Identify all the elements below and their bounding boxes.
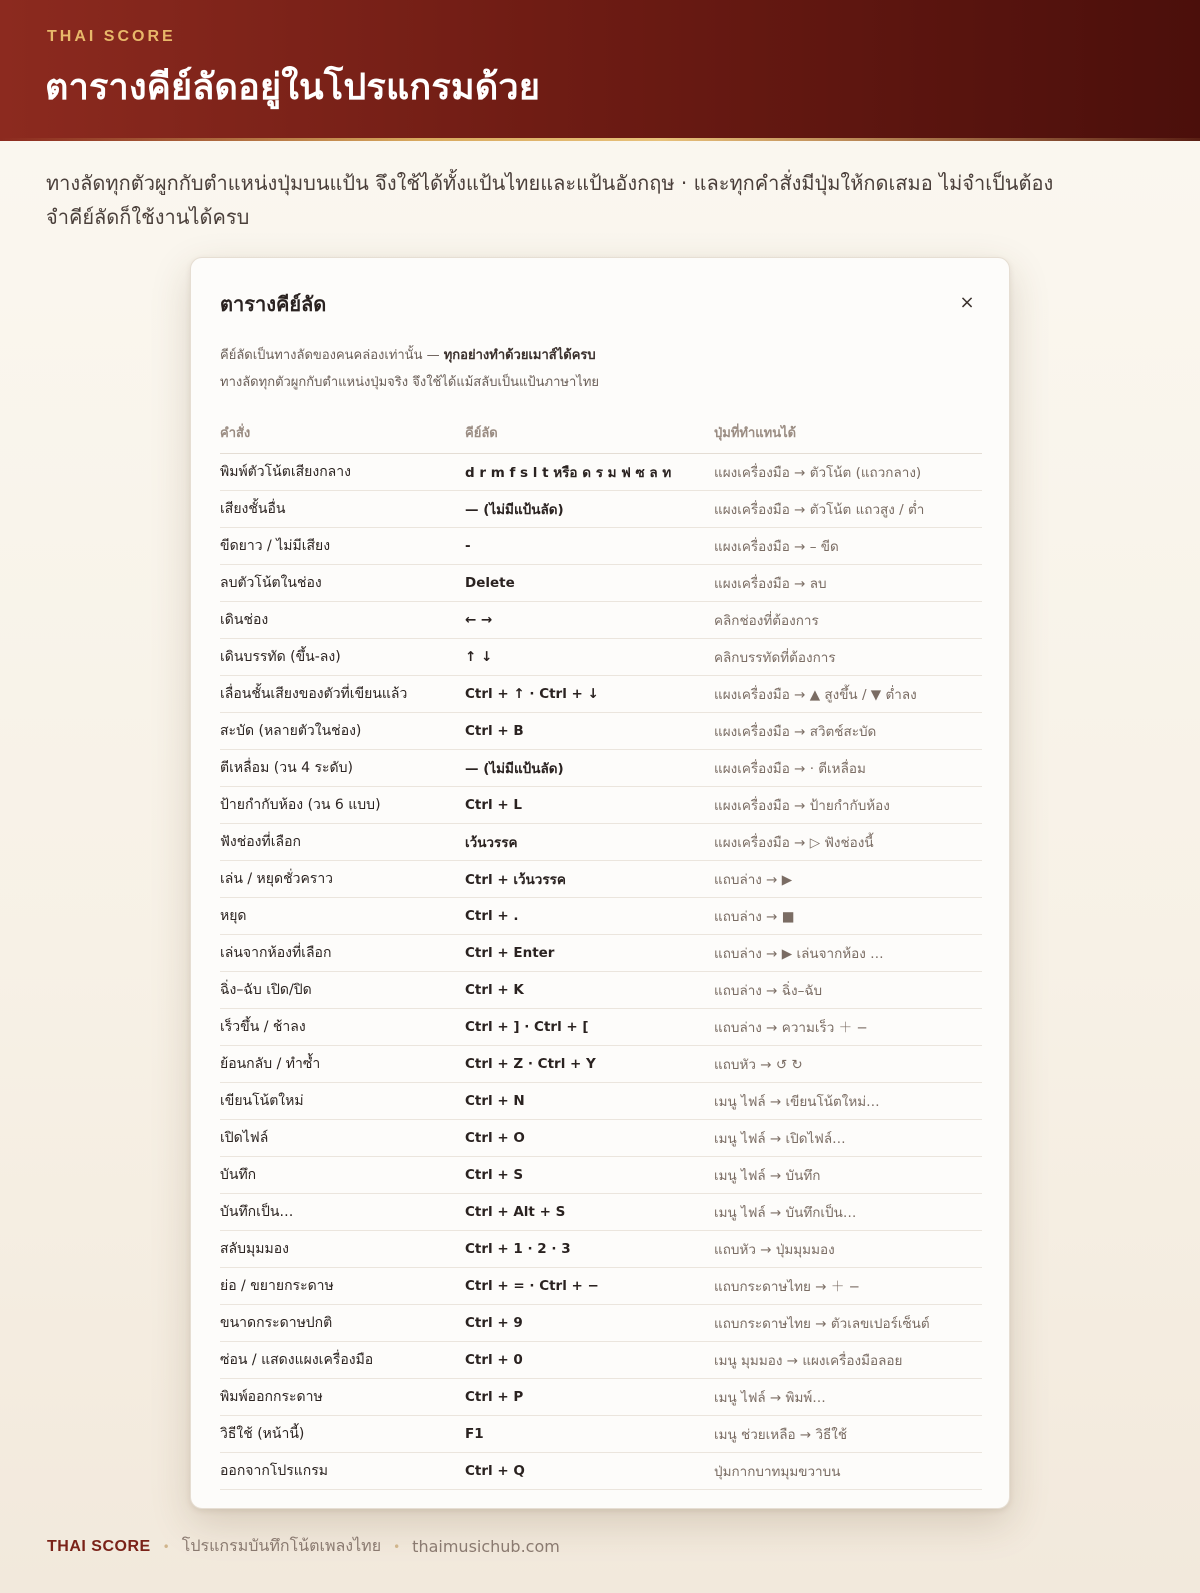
shortcut-cell: Ctrl + Q — [465, 1452, 714, 1489]
command-cell: ฟังช่องที่เลือก — [220, 823, 465, 860]
shortcut-cell: เว้นวรรค — [465, 823, 714, 860]
shortcut-table — [220, 413, 982, 1490]
alternative-cell: แถบล่าง → ▶ เล่นจากห้อง … — [714, 934, 982, 971]
table-row — [220, 1193, 982, 1230]
shortcut-cell: Ctrl + เว้นวรรค — [465, 860, 714, 897]
command-cell: เร็วขึ้น / ช้าลง — [220, 1008, 465, 1045]
alternative-cell: แผงเครื่องมือ → สวิตช์สะบัด — [714, 712, 982, 749]
shortcut-cell: ← → — [465, 601, 714, 638]
table-row — [220, 1378, 982, 1415]
table-row — [220, 1045, 982, 1082]
command-cell: ย่อ / ขยายกระดาษ — [220, 1267, 465, 1304]
page-footer — [47, 1534, 560, 1559]
shortcut-cell: Ctrl + Alt + S — [465, 1193, 714, 1230]
dialog-note — [220, 342, 980, 396]
note-line-1 — [220, 342, 980, 369]
table-row — [220, 1415, 982, 1452]
note-line-1-prefix: คีย์ลัดเป็นทางลัดของคนคล่องเท่านั้น — — [220, 348, 444, 363]
command-cell: ขนาดกระดาษปกติ — [220, 1304, 465, 1341]
shortcut-cell: — (ไม่มีแป้นลัด) — [465, 490, 714, 527]
table-row — [220, 1082, 982, 1119]
table-row — [220, 601, 982, 638]
table-row — [220, 823, 982, 860]
alternative-cell: แผงเครื่องมือ → ▲ สูงขึ้น / ▼ ต่ำลง — [714, 675, 982, 712]
table-header-row — [220, 413, 982, 453]
table-row — [220, 1230, 982, 1267]
shortcut-cell: Ctrl + 9 — [465, 1304, 714, 1341]
alternative-cell: คลิกบรรทัดที่ต้องการ — [714, 638, 982, 675]
table-row — [220, 712, 982, 749]
footer-separator: • — [162, 1539, 170, 1554]
footer-site-link[interactable]: thaimusichub.com — [412, 1537, 560, 1556]
table-row — [220, 527, 982, 564]
shortcut-cell: Ctrl + ] · Ctrl + [ — [465, 1008, 714, 1045]
alternative-cell: คลิกช่องที่ต้องการ — [714, 601, 982, 638]
shortcut-cell: Delete — [465, 564, 714, 601]
table-row — [220, 860, 982, 897]
command-cell: ป้ายกำกับห้อง (วน 6 แบบ) — [220, 786, 465, 823]
column-header-command: คำสั่ง — [220, 413, 465, 453]
shortcut-cell: ↑ ↓ — [465, 638, 714, 675]
alternative-cell: แถบล่าง → ฉิ่ง–ฉับ — [714, 971, 982, 1008]
command-cell: ฉิ่ง–ฉับ เปิด/ปิด — [220, 971, 465, 1008]
alternative-cell: ปุ่มกากบาทมุมขวาบน — [714, 1452, 982, 1489]
alternative-cell: แถบล่าง → ความเร็ว ＋ − — [714, 1008, 982, 1045]
command-cell: หยุด — [220, 897, 465, 934]
shortcut-cell: Ctrl + K — [465, 971, 714, 1008]
dialog-title: ตารางคีย์ลัด — [220, 292, 327, 316]
shortcut-cell: Ctrl + O — [465, 1119, 714, 1156]
command-cell: เล่นจากห้องที่เลือก — [220, 934, 465, 971]
command-cell: ตีเหลื่อม (วน 4 ระดับ) — [220, 749, 465, 786]
page-header — [0, 0, 1200, 141]
alternative-cell: แผงเครื่องมือ → ▷ ฟังช่องนี้ — [714, 823, 982, 860]
shortcut-cell: Ctrl + . — [465, 897, 714, 934]
footer-separator: • — [393, 1539, 401, 1554]
alternative-cell: แถบหัว → ปุ่มมุมมอง — [714, 1230, 982, 1267]
alternative-cell: เมนู ไฟล์ → บันทึก — [714, 1156, 982, 1193]
command-cell: บันทึกเป็น… — [220, 1193, 465, 1230]
close-icon: × — [959, 291, 975, 313]
alternative-cell: แถบล่าง → ■ — [714, 897, 982, 934]
alternative-cell: เมนู ไฟล์ → พิมพ์… — [714, 1378, 982, 1415]
table-row — [220, 1341, 982, 1378]
command-cell: เสียงชั้นอื่น — [220, 490, 465, 527]
command-cell: วิธีใช้ (หน้านี้) — [220, 1415, 465, 1452]
table-row — [220, 1119, 982, 1156]
command-cell: พิมพ์ตัวโน้ตเสียงกลาง — [220, 453, 465, 490]
alternative-cell: แผงเครื่องมือ → ตัวโน้ต (แถวกลาง) — [714, 453, 982, 490]
table-row — [220, 971, 982, 1008]
shortcut-cell: Ctrl + 1 · 2 · 3 — [465, 1230, 714, 1267]
command-cell: เดินบรรทัด (ขึ้น-ลง) — [220, 638, 465, 675]
command-cell: เขียนโน้ตใหม่ — [220, 1082, 465, 1119]
shortcut-cell: F1 — [465, 1415, 714, 1452]
footer-brand: THAI SCORE — [47, 1537, 151, 1555]
shortcut-cell: Ctrl + Enter — [465, 934, 714, 971]
shortcut-cell: d r m f s l t หรือ ด ร ม ฟ ซ ล ท — [465, 453, 714, 490]
intro-text: ทางลัดทุกตัวผูกกับตำแหน่งปุ่มบนแป้น จึงใช้ได้ทั้งแป้นไทยและแป้นอังกฤษ · และทุกคำสั่งมีปุ่มให้กดเสมอ ไม่จำเป็นต้องจำคีย์ลัดก็ใช้งานได้ครบ — [46, 171, 1054, 229]
table-row — [220, 564, 982, 601]
table-row — [220, 1008, 982, 1045]
alternative-cell: แถบล่าง → ▶ — [714, 860, 982, 897]
note-line-2: ทางลัดทุกตัวผูกกับตำแหน่งปุ่มจริง จึงใช้ได้แม้สลับเป็นแป้นภาษาไทย — [220, 375, 600, 390]
alternative-cell: แถบกระดาษไทย → ＋ − — [714, 1267, 982, 1304]
shortcut-cell: Ctrl + 0 — [465, 1341, 714, 1378]
command-cell: สลับมุมมอง — [220, 1230, 465, 1267]
table-row — [220, 749, 982, 786]
shortcut-cell: Ctrl + B — [465, 712, 714, 749]
alternative-cell: แถบหัว → ↺ ↻ — [714, 1045, 982, 1082]
table-row — [220, 934, 982, 971]
command-cell: ซ่อน / แสดงแผงเครื่องมือ — [220, 1341, 465, 1378]
shortcut-cell: Ctrl + S — [465, 1156, 714, 1193]
alternative-cell: เมนู ไฟล์ → บันทึกเป็น… — [714, 1193, 982, 1230]
shortcut-cell: Ctrl + N — [465, 1082, 714, 1119]
alternative-cell: เมนู ไฟล์ → เขียนโน้ตใหม่… — [714, 1082, 982, 1119]
note-line-1-bold: ทุกอย่างทำด้วยเมาส์ได้ครบ — [443, 348, 596, 363]
alternative-cell: เมนู ช่วยเหลือ → วิธีใช้ — [714, 1415, 982, 1452]
command-cell: บันทึก — [220, 1156, 465, 1193]
alternative-cell: เมนู มุมมอง → แผงเครื่องมือลอย — [714, 1341, 982, 1378]
shortcut-cell: — (ไม่มีแป้นลัด) — [465, 749, 714, 786]
table-row — [220, 1304, 982, 1341]
shortcut-cell: Ctrl + L — [465, 786, 714, 823]
close-button[interactable] — [953, 288, 981, 316]
brand-kicker: THAI SCORE — [47, 28, 176, 45]
command-cell: เปิดไฟล์ — [220, 1119, 465, 1156]
table-row — [220, 786, 982, 823]
column-header-alternative: ปุ่มที่ทำแทนได้ — [714, 413, 982, 453]
shortcut-cell: Ctrl + P — [465, 1378, 714, 1415]
shortcut-cell: Ctrl + = · Ctrl + − — [465, 1267, 714, 1304]
alternative-cell: แผงเครื่องมือ → ตัวโน้ต แถวสูง / ต่ำ — [714, 490, 982, 527]
alternative-cell: เมนู ไฟล์ → เปิดไฟล์… — [714, 1119, 982, 1156]
column-header-shortcut: คีย์ลัด — [465, 413, 714, 453]
table-row — [220, 638, 982, 675]
footer-tagline: โปรแกรมบันทึกโน้ตเพลงไทย — [181, 1536, 382, 1555]
command-cell: ออกจากโปรแกรม — [220, 1452, 465, 1489]
alternative-cell: แผงเครื่องมือ → · ตีเหลื่อม — [714, 749, 982, 786]
alternative-cell: แผงเครื่องมือ → ป้ายกำกับห้อง — [714, 786, 982, 823]
shortcut-cell: Ctrl + ↑ · Ctrl + ↓ — [465, 675, 714, 712]
table-row — [220, 453, 982, 490]
table-row — [220, 1156, 982, 1193]
command-cell: เดินช่อง — [220, 601, 465, 638]
table-row — [220, 1267, 982, 1304]
table-row — [220, 897, 982, 934]
page-title: ตารางคีย์ลัดอยู่ในโปรแกรมด้วย — [45, 67, 541, 108]
shortcut-cell: - — [465, 527, 714, 564]
alternative-cell: แถบกระดาษไทย → ตัวเลขเปอร์เซ็นต์ — [714, 1304, 982, 1341]
shortcut-dialog — [190, 257, 1010, 1509]
table-row — [220, 675, 982, 712]
command-cell: เลื่อนชั้นเสียงของตัวที่เขียนแล้ว — [220, 675, 465, 712]
command-cell: ย้อนกลับ / ทำซ้ำ — [220, 1045, 465, 1082]
command-cell: ลบตัวโน้ตในช่อง — [220, 564, 465, 601]
command-cell: ขีดยาว / ไม่มีเสียง — [220, 527, 465, 564]
shortcut-cell: Ctrl + Z · Ctrl + Y — [465, 1045, 714, 1082]
alternative-cell: แผงเครื่องมือ → ลบ — [714, 564, 982, 601]
command-cell: พิมพ์ออกกระดาษ — [220, 1378, 465, 1415]
alternative-cell: แผงเครื่องมือ → – ขีด — [714, 527, 982, 564]
table-row — [220, 490, 982, 527]
table-row — [220, 1452, 982, 1489]
command-cell: สะบัด (หลายตัวในช่อง) — [220, 712, 465, 749]
command-cell: เล่น / หยุดชั่วคราว — [220, 860, 465, 897]
